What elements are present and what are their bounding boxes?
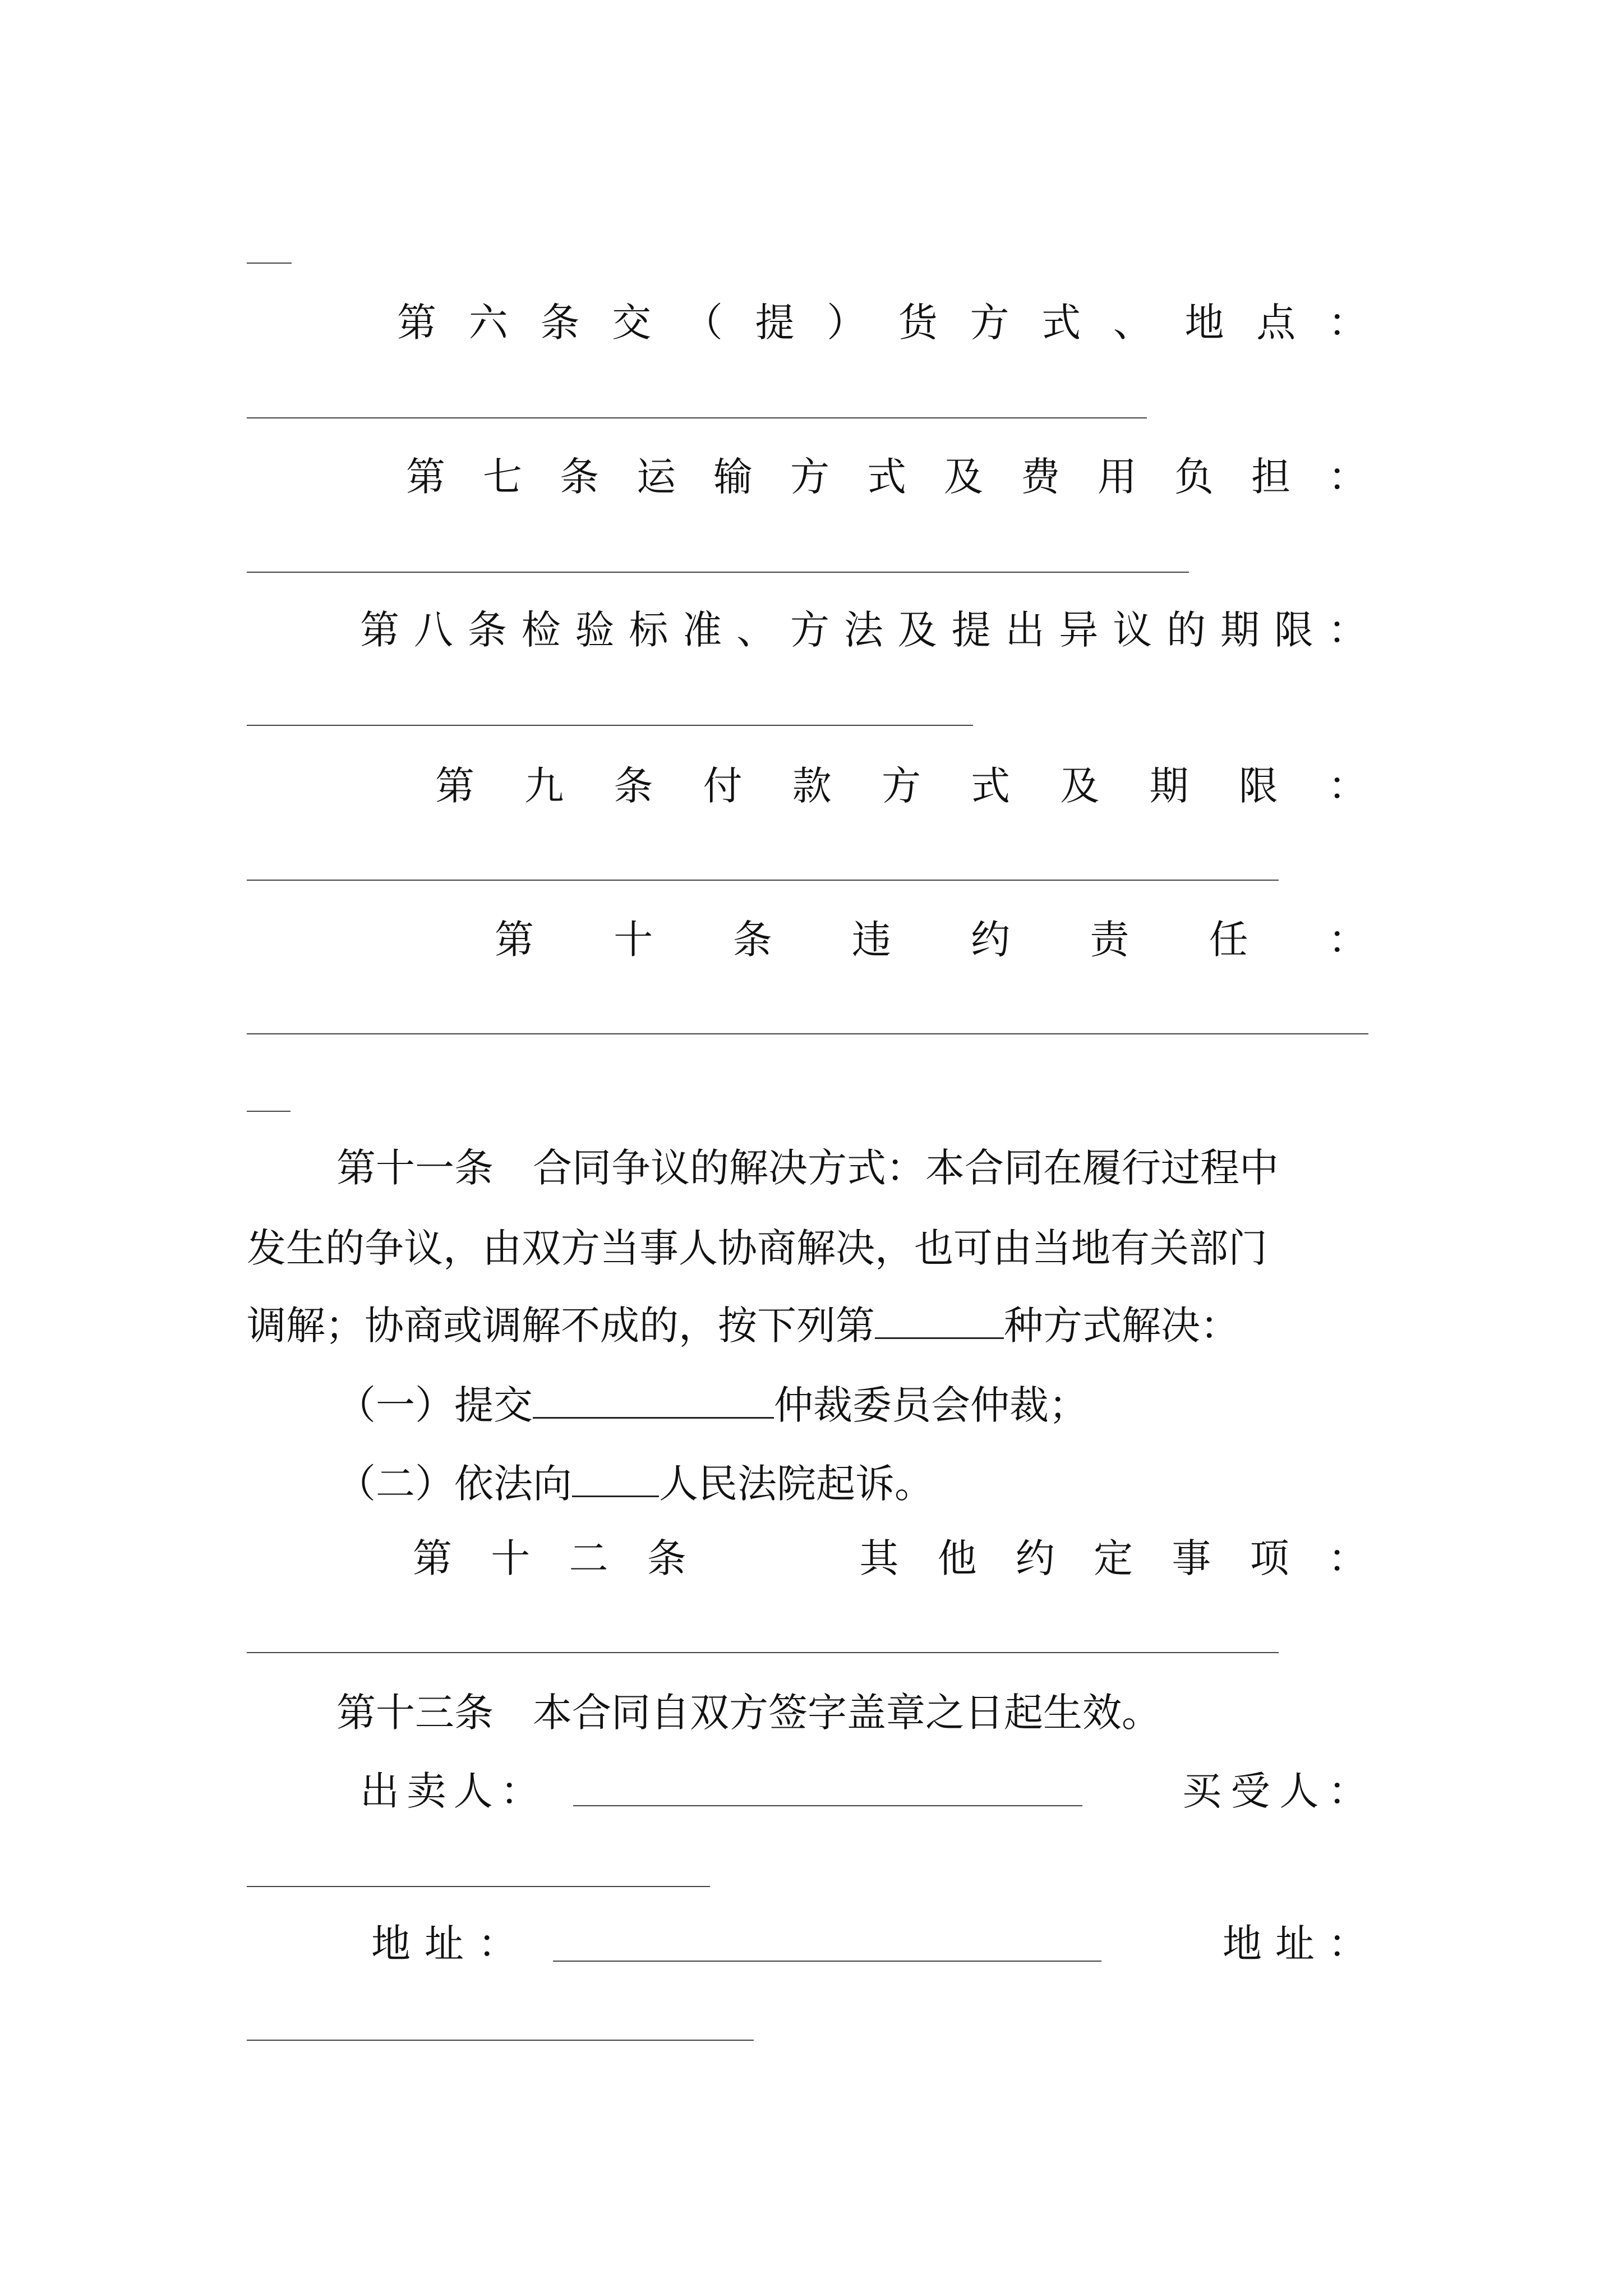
article-11-line-3: [247, 1300, 1239, 1351]
heading-char: 条: [467, 607, 507, 653]
heading-char: 运: [637, 454, 676, 500]
continuation-line: [247, 263, 292, 264]
heading-char: 限: [1274, 607, 1313, 653]
heading-char: 限: [1238, 763, 1278, 809]
heading-char: 用: [1098, 454, 1137, 500]
heading-char: 第: [397, 300, 436, 346]
heading-char: ：: [1327, 763, 1367, 809]
heading-char: 的: [1166, 607, 1206, 653]
court-blank[interactable]: [572, 1461, 659, 1497]
option-2-text: 人民法院起诉。: [659, 1461, 934, 1507]
heading-char: 条: [560, 454, 599, 500]
article-6-fill-line[interactable]: [247, 417, 1147, 418]
heading-char: 款: [792, 763, 832, 809]
heading-char: 地: [1184, 300, 1224, 346]
article-10-fill-line[interactable]: [247, 1033, 1368, 1034]
heading-char: 标: [629, 607, 668, 653]
heading-char: 地: [1223, 1921, 1262, 1967]
heading-char: 责: [1090, 917, 1129, 963]
seller-address-line[interactable]: [553, 1961, 1101, 1962]
heading-char: 货: [898, 300, 938, 346]
heading-char: 方: [970, 300, 1009, 346]
heading-char: 担: [1251, 454, 1290, 500]
article-11-line-2: 发生的争议，由双方当事人协商解决，也可由当地有关部门: [247, 1225, 1267, 1271]
arbitration-commission-blank[interactable]: [533, 1382, 774, 1419]
heading-char: 卖: [407, 1768, 446, 1814]
article-12-fill-line[interactable]: [247, 1652, 1279, 1653]
article-9-fill-line[interactable]: [247, 880, 1279, 881]
heading-char: 负: [1174, 454, 1214, 500]
option-number-blank[interactable]: [875, 1303, 1004, 1339]
heading-char: 违: [851, 917, 891, 963]
heading-char: 提: [951, 607, 991, 653]
article-13-line: 第十三条 本合同自双方签字盖章之日起生效。: [336, 1690, 1161, 1736]
buyer-name-line[interactable]: [247, 1886, 710, 1887]
heading-char: 第: [435, 763, 474, 809]
heading-char: ：: [500, 1768, 540, 1814]
heading-char: 方: [790, 454, 829, 500]
heading-char: 准: [683, 607, 722, 653]
heading-char: 买: [1182, 1768, 1221, 1814]
heading-char: ：: [1328, 1921, 1367, 1967]
heading-char: 七: [483, 454, 522, 500]
heading-char: 验: [575, 607, 615, 653]
heading-char: 期: [1149, 763, 1189, 809]
heading-char: 式: [867, 454, 906, 500]
option-2-label: （二）依法向: [336, 1461, 572, 1507]
heading-char: 检: [521, 607, 561, 653]
heading-char: 六: [468, 300, 508, 346]
seller-address-label: [371, 1918, 517, 1969]
heading-char: 及: [897, 607, 937, 653]
heading-char: 式: [1041, 300, 1081, 346]
heading-char: 及: [1060, 763, 1100, 809]
heading-char: 十: [614, 917, 653, 963]
heading-char: 及: [944, 454, 983, 500]
heading-char: ）: [827, 300, 866, 346]
heading-char: 付: [703, 763, 743, 809]
heading-char: 任: [1209, 917, 1248, 963]
heading-char: 点: [1256, 300, 1296, 346]
heading-char: 费: [1021, 454, 1060, 500]
heading-char: 址: [1275, 1921, 1315, 1967]
heading-char: 人: [453, 1768, 493, 1814]
buyer-address-line[interactable]: [247, 2040, 754, 2041]
heading-char: 期: [1220, 607, 1260, 653]
article-7-fill-line[interactable]: [247, 572, 1189, 573]
seller-label: [360, 1766, 540, 1816]
heading-char: 议: [1113, 607, 1152, 653]
heading-char: 八: [413, 607, 453, 653]
heading-char: 交: [612, 300, 652, 346]
heading-char: ：: [1327, 917, 1367, 963]
heading-char: 条: [614, 763, 653, 809]
heading-char: 输: [713, 454, 753, 500]
heading-char: ：: [478, 1921, 517, 1967]
heading-char: 第: [360, 607, 399, 653]
heading-char: 方: [881, 763, 921, 809]
heading-char: 式: [971, 763, 1011, 809]
heading-char: 异: [1059, 607, 1099, 653]
article-9-heading: [435, 761, 1367, 811]
heading-char: 法: [843, 607, 883, 653]
heading-char: 方: [790, 607, 829, 653]
article-7-heading: [406, 452, 1367, 502]
article-8-heading: [360, 605, 1367, 655]
article-10-heading: [495, 914, 1367, 965]
heading-char: 条: [540, 300, 580, 346]
heading-char: 九: [524, 763, 564, 809]
buyer-label: [1182, 1766, 1367, 1816]
heading-char: ：: [1328, 454, 1367, 500]
article-6-heading: [397, 297, 1367, 348]
option-1-label: （一）提交: [336, 1382, 533, 1428]
buyer-address-label: [1223, 1918, 1367, 1969]
article-11-line-1: 第十一条 合同争议的解决方式：本合同在履行过程中: [336, 1145, 1279, 1191]
heading-char: 受: [1230, 1768, 1270, 1814]
article-12-heading: 第 十 二 条 其 他 约 定 事 项 ：: [413, 1535, 1367, 1581]
article-11-line-3-tail: 种方式解决：: [1004, 1303, 1239, 1349]
heading-char: 出: [360, 1768, 399, 1814]
option-2-line: [336, 1458, 934, 1509]
heading-char: （: [683, 300, 723, 346]
heading-char: 第: [495, 917, 534, 963]
heading-char: ：: [1327, 300, 1367, 346]
heading-char: 人: [1279, 1768, 1319, 1814]
heading-char: 第: [406, 454, 445, 500]
heading-char: 约: [971, 917, 1011, 963]
seller-name-line[interactable]: [573, 1805, 1082, 1806]
option-1-line: [336, 1380, 1088, 1430]
article-11-line-3-text: 调解；协商或调解不成的，按下列第: [247, 1303, 875, 1349]
heading-char: 出: [1005, 607, 1045, 653]
article-10-fill-line-end[interactable]: [247, 1111, 291, 1112]
heading-char: 、: [736, 607, 776, 653]
heading-char: 提: [755, 300, 795, 346]
option-1-text: 仲裁委员会仲裁；: [774, 1382, 1088, 1428]
heading-char: 条: [732, 917, 772, 963]
heading-char: ：: [1327, 1768, 1367, 1814]
heading-char: 、: [1113, 300, 1152, 346]
heading-char: ：: [1327, 607, 1367, 653]
heading-char: 地: [371, 1921, 411, 1967]
heading-char: 址: [425, 1921, 464, 1967]
article-8-fill-line[interactable]: [247, 725, 973, 726]
